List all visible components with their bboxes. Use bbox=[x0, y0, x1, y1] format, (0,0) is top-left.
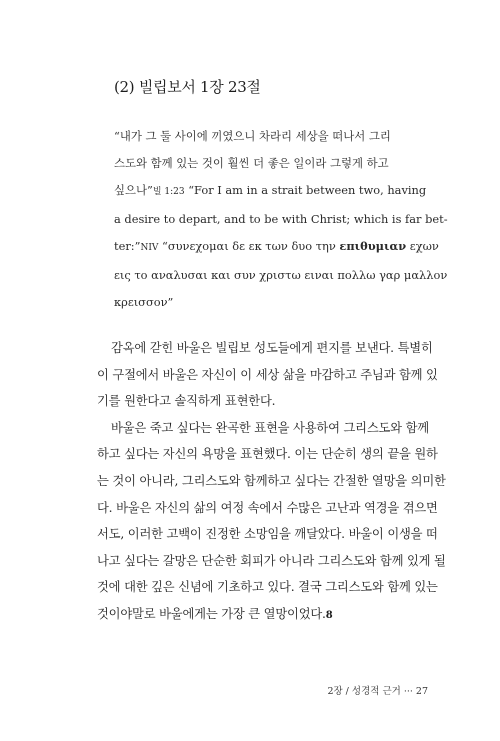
greek-quote-start: “συνεχομαι δε εκ των δυο την bbox=[162, 239, 340, 253]
body-line: 감옥에 갇힌 바울은 빌립보 성도들에게 편지를 보낸다. 특별히 bbox=[111, 341, 433, 355]
scripture-quote bbox=[114, 123, 448, 316]
quote-line: 스도와 함께 있는 것이 훨씬 더 좋은 일이라 그렇게 하고 bbox=[114, 156, 389, 170]
body-line bbox=[97, 601, 402, 630]
body-line: 다. 바울은 자신의 삶의 여정 속에서 수많은 고난과 역경을 겪으면 bbox=[97, 500, 438, 515]
page-footer: 2장 / 성경적 근거 ··· 27 bbox=[327, 686, 428, 697]
section-heading: (2) 빌립보서 1장 23절 bbox=[114, 78, 261, 96]
body-line: 이 구절에서 바울은 자신이 이 세상 삶을 마감하고 주님과 함께 있 bbox=[97, 367, 438, 382]
body-line-text: 것이야말로 바울에게는 가장 큰 열망이었다. bbox=[97, 606, 326, 621]
quote-line: εις το αναλυσαι και συν χριστω ειναι πολλω γαρ μαλλον bbox=[114, 268, 448, 282]
kjv-quote-start: “For I am in a strait between two, having bbox=[188, 183, 427, 197]
quote-line bbox=[114, 177, 427, 206]
version-label: NIV bbox=[140, 243, 159, 253]
greek-quote-mid: εχων bbox=[406, 239, 439, 253]
quote-line: “내가 그 둘 사이에 끼였으니 차라리 세상을 떠나서 그리 bbox=[114, 129, 391, 143]
footnote-marker: 8 bbox=[325, 609, 333, 621]
body-line: 나고 싶다는 갈망은 단순한 회피가 아니라 그리스도와 함께 있게 될 bbox=[97, 553, 446, 568]
verse-reference: 빌 1:23 bbox=[152, 187, 185, 197]
body-text bbox=[97, 335, 446, 630]
quote-line: a desire to depart, and to be with Christ; which is far bet- bbox=[114, 212, 448, 226]
quote-line bbox=[114, 233, 439, 262]
body-line: 는 것이 아니라, 그리스도와 함께하고 싶다는 간절한 열망을 의미한 bbox=[97, 473, 446, 488]
body-line: 서도, 이러한 고백이 진정한 소망임을 깨달았다. 바울이 이생을 떠 bbox=[97, 527, 438, 542]
greek-emphasis: επιθυμιαν bbox=[339, 239, 407, 253]
body-line: 바울은 죽고 싶다는 완곡한 표현을 사용하여 그리스도와 함께 bbox=[111, 420, 429, 435]
body-line: 것에 대한 깊은 신념에 기초하고 있다. 결국 그리스도와 함께 있는 bbox=[97, 580, 438, 595]
body-line: 하고 싶다는 자신의 욕망을 표현했다. 이는 단순히 생의 끝을 원하 bbox=[97, 447, 438, 462]
kjv-quote-end: ter:” bbox=[114, 239, 141, 253]
korean-quote-end: 싶으나” bbox=[114, 183, 153, 197]
body-line: 기를 원한다고 솔직하게 표현한다. bbox=[97, 394, 276, 409]
quote-line: κρεισσον” bbox=[114, 295, 174, 309]
